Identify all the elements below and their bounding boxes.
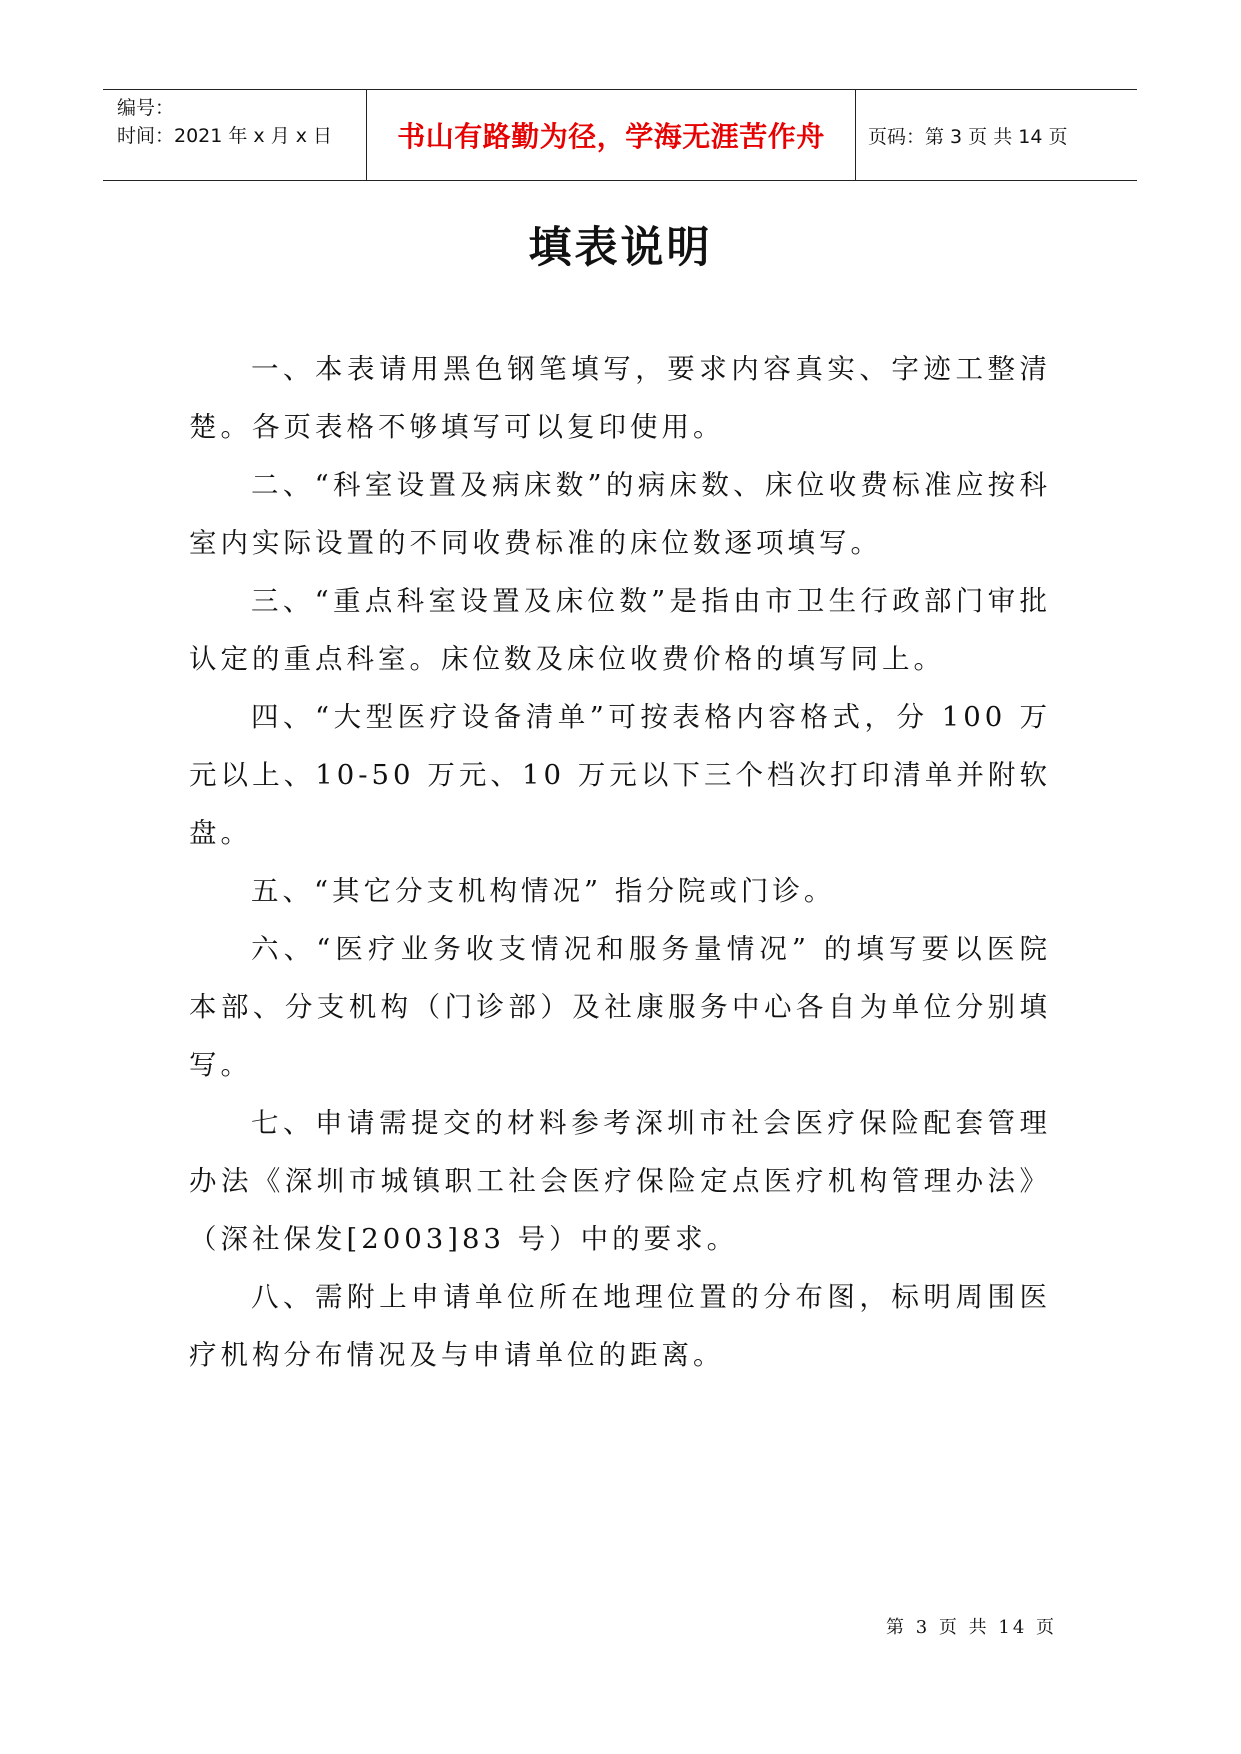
page-footer: 第 3 页 共 14 页 (886, 1617, 1057, 1638)
paragraph-3: 三、“重点科室设置及床位数”是指由市卫生行政部门审批认定的重点科室。床位数及床位收费价格的填写同上。 (189, 585, 1051, 675)
paragraph-7: 七、申请需提交的材料参考深圳市社会医疗保险配套管理办法《深圳市城镇职工社会医疗保险定点医疗机构管理办法》（深社保发[2003]83 号）中的要求。 (189, 1107, 1051, 1255)
paragraph-4: 四、“大型医疗设备清单”可按表格内容格式，分 100 万元以上、10-50 万元、10 万元以下三个档次打印清单并附软盘。 (189, 701, 1051, 849)
document-title: 填表说明 (528, 223, 713, 273)
paragraph-1: 一、本表请用黑色钢笔填写，要求内容真实、字迹工整清楚。各页表格不够填写可以复印使用。 (189, 353, 1051, 443)
header-page-cell (856, 90, 1137, 180)
serial-number-label: 编号： (117, 97, 175, 119)
paragraph-8: 八、需附上申请单位所在地理位置的分布图，标明周围医疗机构分布情况及与申请单位的距离。 (189, 1281, 1051, 1371)
document-body (189, 340, 1051, 1384)
header-info-cell (103, 90, 367, 180)
date-label: 时间：2021 年 x 月 x 日 (117, 125, 333, 147)
paragraph-6: 六、“医疗业务收支情况和服务量情况” 的填写要以医院本部、分支机构（门诊部）及社康服务中心各自为单位分别填写。 (189, 933, 1051, 1081)
motto-text: 书山有路勤为径，学海无涯苦作舟 (397, 120, 825, 153)
paragraph-5: 五、“其它分支机构情况” 指分院或门诊。 (251, 875, 836, 907)
page-header (103, 89, 1137, 181)
header-page-number: 页码：第 3 页 共 14 页 (868, 125, 1068, 148)
header-motto-cell (367, 90, 856, 180)
paragraph-2: 二、“科室设置及病床数”的病床数、床位收费标准应按科室内实际设置的不同收费标准的床位数逐项填写。 (189, 469, 1051, 559)
